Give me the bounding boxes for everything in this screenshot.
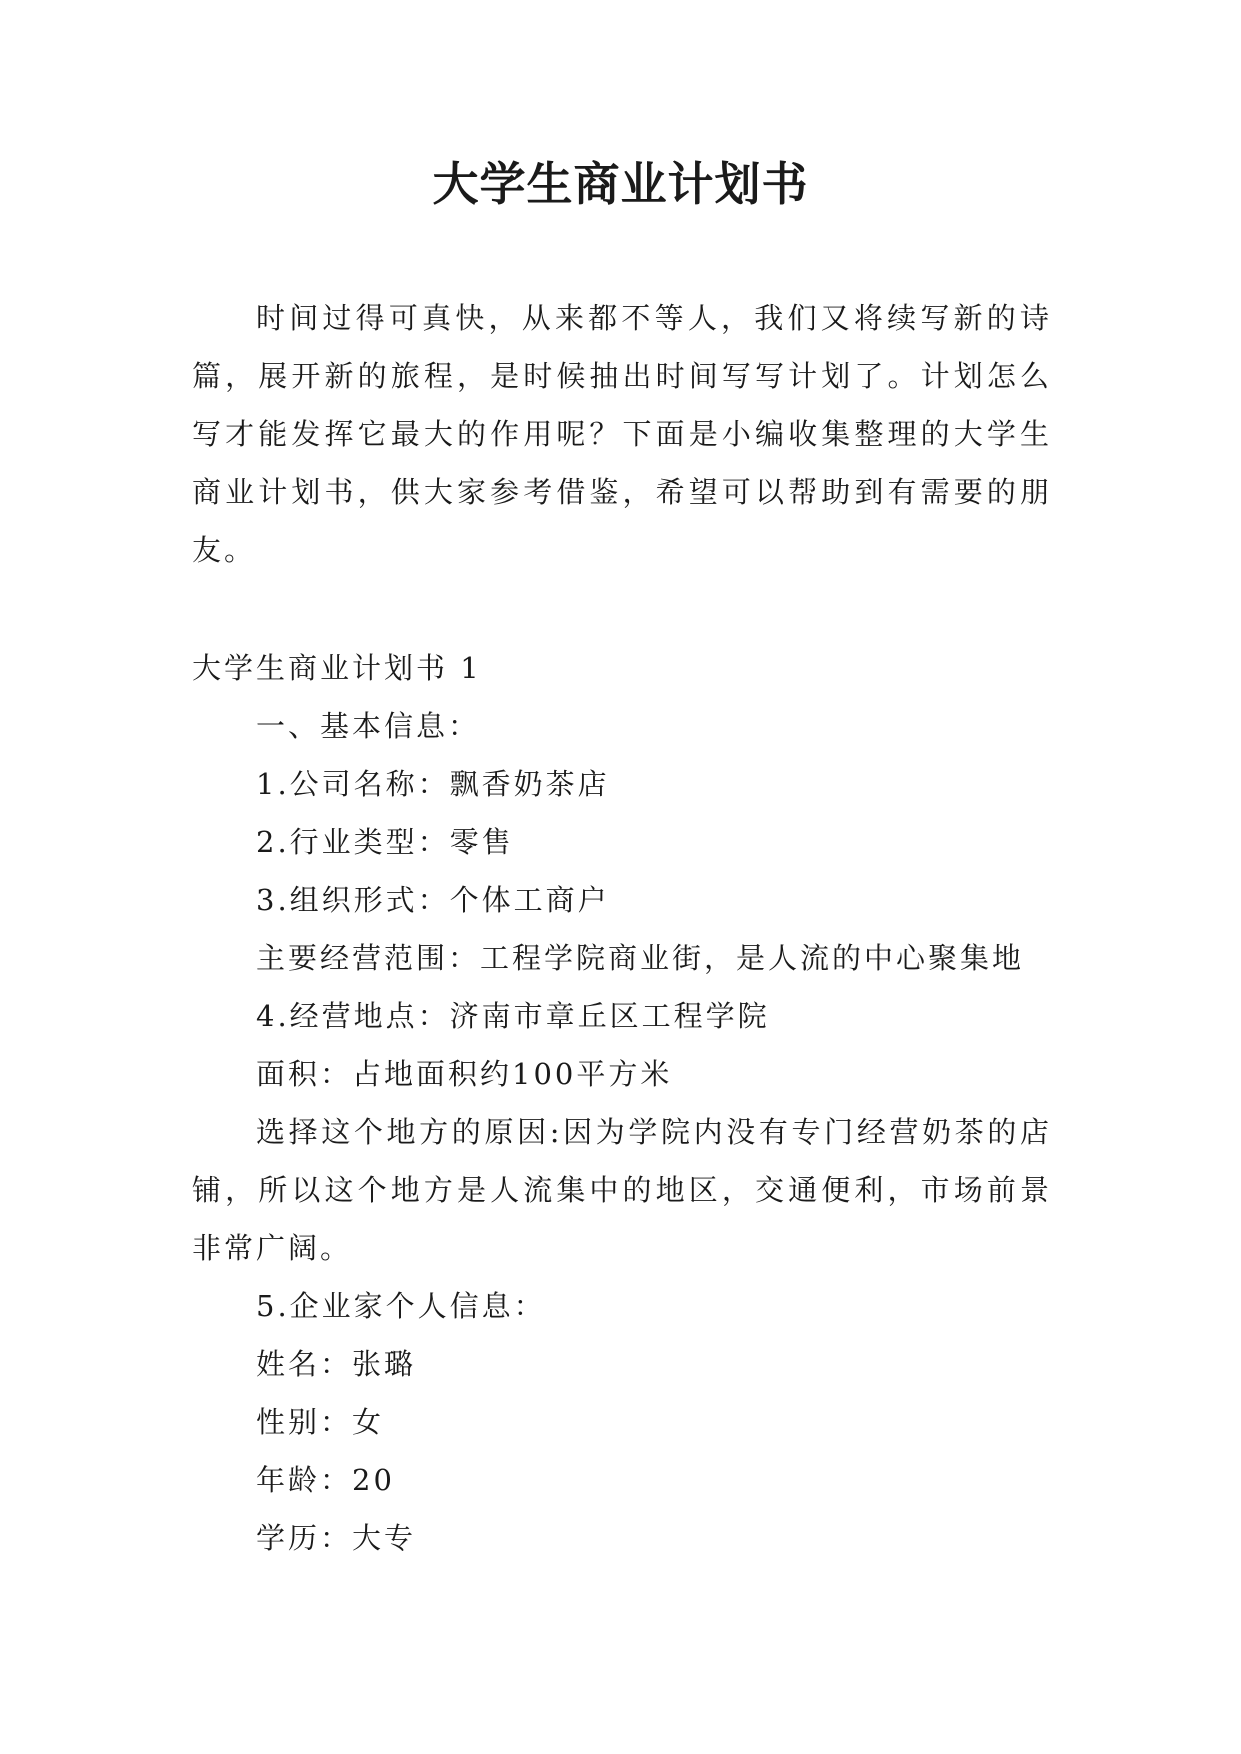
document-body: [192, 289, 1052, 1567]
intro-paragraph: 时间过得可真快，从来都不等人，我们又将续写新的诗篇，展开新的旅程，是时候抽出时间写写计划了。计划怎么写才能发挥它最大的作用呢？下面是小编收集整理的大学生商业计划书，供大家参考借鉴，希望可以帮助到有需要的朋友。: [192, 301, 1052, 567]
age-line: 年龄：20: [256, 1463, 395, 1497]
section-title: 大学生商业计划书 1: [192, 651, 482, 685]
document-title: 大学生商业计划书: [432, 157, 809, 211]
reason-paragraph: 选择这个地方的原因:因为学院内没有专门经营奶茶的店铺，所以这个地方是人流集中的地区，交通便利，市场前景非常广阔。: [192, 1115, 1052, 1265]
industry-line: 2.行业类型：零售: [256, 825, 514, 859]
company-name-line: 1.公司名称：飘香奶茶店: [256, 767, 610, 801]
gender-line: 性别：女: [256, 1405, 385, 1439]
basic-info-heading: 一、基本信息：: [256, 709, 481, 743]
area-line: 面积：占地面积约100平方米: [256, 1057, 673, 1091]
education-line: 学历：大专: [256, 1521, 417, 1555]
organization-line: 3.组织形式：个体工商户: [256, 883, 610, 917]
location-line: 4.经营地点：济南市章丘区工程学院: [256, 999, 770, 1033]
business-scope-line: 主要经营范围：工程学院商业街，是人流的中心聚集地: [256, 941, 1025, 975]
name-line: 姓名：张璐: [256, 1347, 417, 1381]
entrepreneur-heading: 5.企业家个人信息：: [256, 1289, 546, 1323]
